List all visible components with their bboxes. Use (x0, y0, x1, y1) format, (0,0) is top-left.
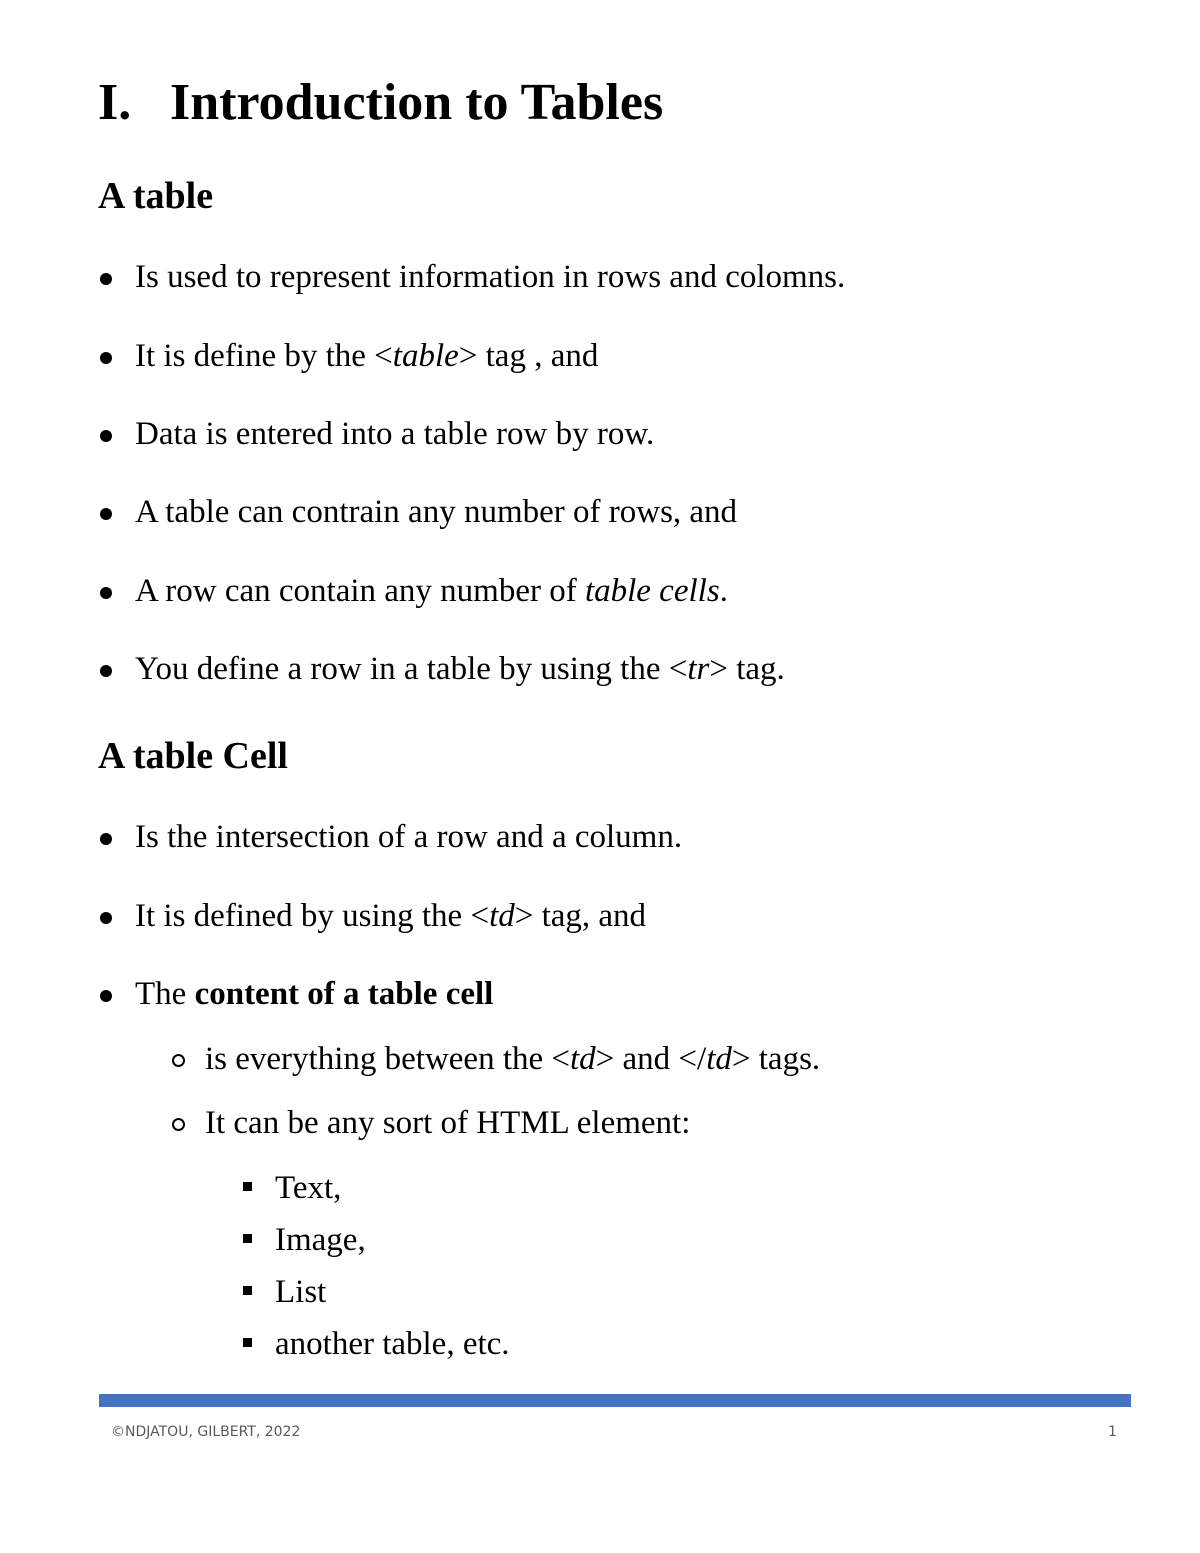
page-title (98, 68, 663, 138)
sub-list-item (172, 1102, 690, 1144)
element-type-item (243, 1323, 510, 1365)
item-text: another table, etc. (275, 1326, 510, 1362)
title-number: I. (98, 74, 132, 131)
item-text: A table can contrain any number of rows, and (135, 494, 738, 530)
item-text: Is used to represent information in rows and colomns. (135, 259, 846, 295)
item-text: The (135, 976, 195, 1012)
bullet-icon (100, 587, 112, 599)
bullet-icon (100, 273, 112, 285)
square-bullet-icon (243, 1182, 252, 1191)
bullet-icon (100, 665, 112, 677)
item-text: Image, (275, 1222, 366, 1258)
item-text: You define a row in a table by using the < (135, 651, 688, 687)
square-bullet-icon (243, 1234, 252, 1243)
item-text: It is define by the < (135, 338, 393, 374)
list-item (100, 256, 845, 298)
item-text: > tag, and (514, 898, 647, 934)
bullet-icon (100, 912, 112, 924)
footer-rule (99, 1394, 1131, 1407)
footer-copyright: ©NDJATOU, GILBERT, 2022 (111, 1424, 301, 1440)
list-item (100, 335, 598, 377)
footer-page-number: 1 (1108, 1424, 1117, 1440)
item-strong: content of a table cell (194, 976, 494, 1012)
bullet-icon (100, 352, 112, 364)
bullet-icon (100, 430, 112, 442)
element-type-item (243, 1271, 326, 1313)
sub-list-item (172, 1038, 820, 1080)
circle-bullet-icon (172, 1118, 185, 1131)
item-text: Is the intersection of a row and a column. (135, 819, 683, 855)
bullet-icon (100, 508, 112, 520)
item-tag-name: tr (687, 651, 710, 687)
title-text: Introduction to Tables (170, 74, 664, 131)
element-type-item (243, 1167, 341, 1209)
section-heading-cell: A table Cell (98, 735, 288, 777)
list-item (100, 816, 682, 858)
square-bullet-icon (243, 1286, 252, 1295)
bullet-icon (100, 990, 112, 1002)
item-text: Data is entered into a table row by row. (135, 416, 655, 452)
item-text: > tags. (731, 1041, 821, 1077)
list-item (100, 648, 785, 690)
item-tag-name: td (570, 1041, 596, 1077)
list-item (100, 413, 654, 455)
item-tag-name: td (706, 1041, 732, 1077)
list-item (100, 491, 737, 533)
item-text: It is defined by using the < (135, 898, 490, 934)
bullet-icon (100, 833, 112, 845)
item-text: > tag. (709, 651, 785, 687)
list-item (100, 895, 646, 937)
element-type-item (243, 1219, 366, 1261)
item-text: It can be any sort of HTML element: (205, 1105, 691, 1141)
item-tag-name: table (392, 338, 459, 374)
item-emphasis: table cells (584, 573, 720, 609)
section-heading-table: A table (98, 175, 214, 217)
list-item (100, 973, 493, 1015)
square-bullet-icon (243, 1338, 252, 1347)
list-item (100, 570, 728, 612)
item-text: Text, (275, 1170, 342, 1206)
item-tag-name: td (489, 898, 515, 934)
item-text: > tag , and (458, 338, 599, 374)
item-text: is everything between the < (205, 1041, 570, 1077)
item-text: A row can contain any number of (135, 573, 585, 609)
item-text: > and </ (595, 1041, 707, 1077)
item-text: . (719, 573, 728, 609)
item-text: List (275, 1274, 327, 1310)
circle-bullet-icon (172, 1054, 185, 1067)
